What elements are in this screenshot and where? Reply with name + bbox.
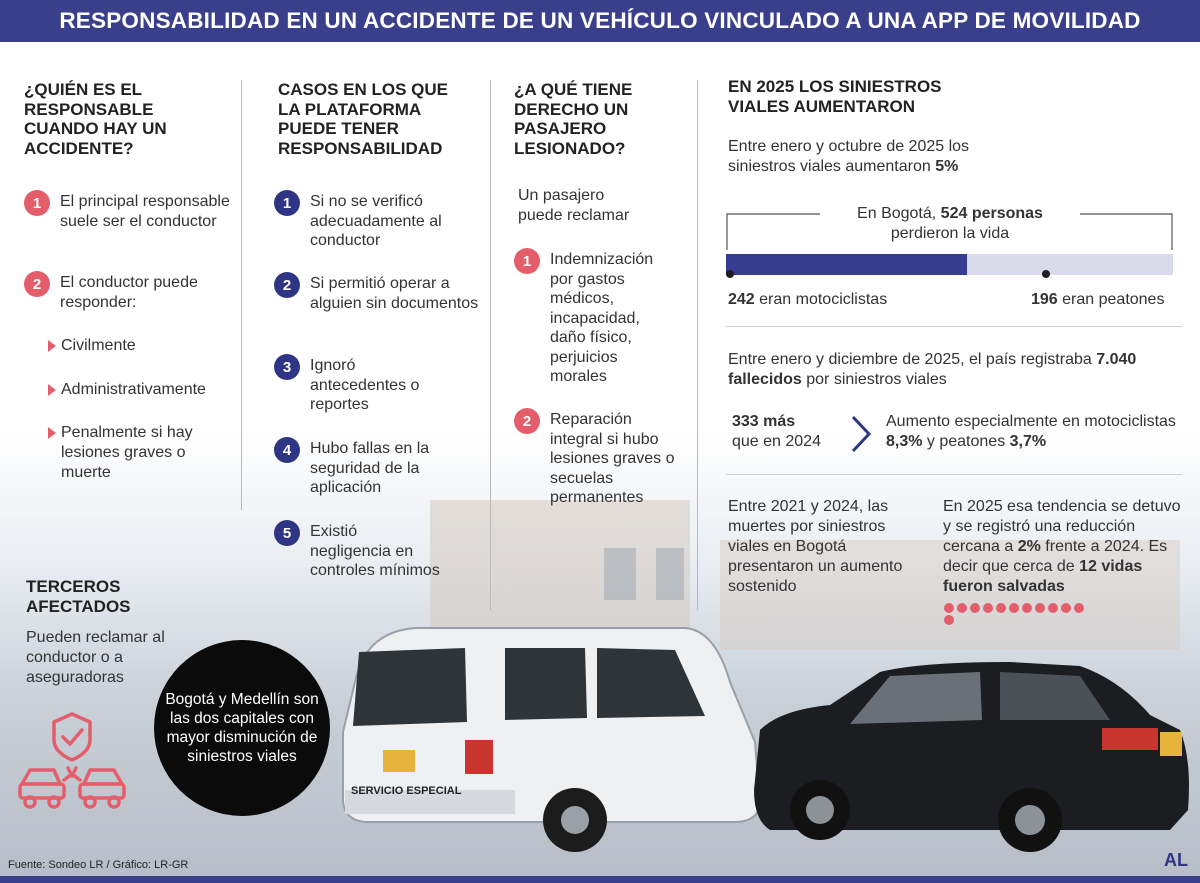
increase-count: [732, 412, 842, 452]
car-illustration: [750, 660, 1195, 860]
footer-bar: [0, 876, 1200, 883]
source-credit: Fuente: Sondeo LR / Gráfico: LR-GR: [8, 859, 189, 871]
list-item: [24, 273, 234, 312]
increase-text: y peatones: [922, 433, 1010, 450]
number-badge: 1: [274, 190, 300, 216]
list-item-text: El conductor puede responder:: [60, 274, 198, 311]
pedestrian-number: 196: [1031, 291, 1058, 308]
life-dot: [1061, 603, 1071, 613]
trend-right-text: [943, 497, 1183, 597]
deaths-bar: [726, 254, 1173, 275]
building-window: [604, 548, 636, 600]
motorcyclist-number: 242: [728, 291, 755, 308]
increase-detail: [886, 412, 1186, 452]
bogota-text: perdieron la vida: [890, 225, 1010, 242]
section-heading-third-parties: TERCEROS AFECTADOS: [26, 577, 131, 616]
increase-number: 333 más: [732, 413, 796, 430]
stats-text: por siniestros viales: [801, 371, 947, 388]
trend-text: frente a 2024. Es decir que cerca de: [943, 538, 1168, 575]
bullet-text: Penalmente si hay lesiones graves o muerte: [61, 424, 193, 481]
number-badge: 1: [514, 248, 540, 274]
passenger-intro: Un pasajero puede reclamar: [518, 187, 630, 224]
logo: AL: [1164, 850, 1188, 870]
triangle-bullet-icon: [48, 340, 56, 352]
list-item: [514, 410, 686, 508]
trend-highlight: 2%: [1017, 538, 1041, 555]
stats-text: Entre enero y diciembre de 2025, el país registraba: [728, 351, 1097, 368]
life-dot: [1035, 603, 1045, 613]
life-dot: [996, 603, 1006, 613]
highlight-circle-text: Bogotá y Medellín son las dos capitales con mayor disminución de siniestros viales: [165, 691, 319, 765]
number-badge: 2: [24, 271, 50, 297]
number-badge: 4: [274, 437, 300, 463]
motorcyclist-bar-fill: [726, 254, 967, 275]
motorcyclist-count: [728, 290, 928, 310]
bullet-item: [48, 423, 218, 483]
life-dot: [944, 603, 954, 613]
stats-highlight: 5%: [935, 158, 959, 175]
list-item-text: Hubo fallas en la seguridad de la aplicación: [310, 440, 430, 496]
number-badge: 3: [274, 354, 300, 380]
section-divider: [726, 474, 1182, 475]
bullet-item: [48, 380, 238, 400]
increase-label: que en 2024: [732, 433, 821, 450]
column-divider: [697, 80, 698, 610]
list-item: [274, 522, 479, 581]
section-divider: [726, 326, 1182, 327]
section-heading-passenger: ¿A QUÉ TIENE DERECHO UN PASAJERO LESIONADO?: [514, 80, 633, 158]
life-dot: [944, 615, 954, 625]
life-dot: [970, 603, 980, 613]
life-dot: [1048, 603, 1058, 613]
van-illustration: [335, 622, 775, 854]
life-dot: [983, 603, 993, 613]
bullet-text: Administrativamente: [61, 381, 206, 398]
lives-saved-dots: [944, 603, 1094, 625]
highlight-circle: [154, 640, 330, 816]
triangle-bullet-icon: [48, 384, 56, 396]
list-item: [274, 439, 479, 498]
list-item-text: Existió negligencia en controles mínimos: [310, 523, 440, 579]
car-crash-icon: [16, 710, 128, 814]
stats-text: Entre enero y octubre de 2025 los siniestros viales aumentaron: [728, 138, 970, 175]
list-item-text: Ignoró antecedentes o reportes: [310, 357, 420, 413]
life-dot: [1009, 603, 1019, 613]
section-heading-responsible: ¿QUIÉN ES EL RESPONSABLE CUANDO HAY UN ACCIDENTE?: [24, 80, 167, 158]
increase-text: Aumento especialmente en motociclistas: [886, 413, 1176, 430]
stats-highlight: 7.040 fallecidos: [728, 351, 1137, 388]
van-label: SERVICIO ESPECIAL: [351, 785, 462, 797]
bar-marker-dot: [1042, 270, 1050, 278]
trend-highlight: 12 vidas fueron salvadas: [943, 558, 1143, 595]
trend-text: En 2025 esa tendencia se detuvo y se registró una reducción cercana a: [943, 498, 1181, 555]
stats-paragraph-2: [728, 350, 1148, 390]
triangle-bullet-icon: [48, 427, 56, 439]
list-item: [24, 192, 234, 231]
list-item-text: Reparación integral si hubo lesiones graves o secuelas permanentes: [550, 411, 675, 506]
page-title: RESPONSABILIDAD EN UN ACCIDENTE DE UN VEHÍCULO VINCULADO A UNA APP DE MOVILIDAD: [0, 0, 1200, 42]
column-divider: [490, 80, 491, 610]
column-divider: [241, 80, 242, 510]
list-item: [514, 250, 686, 387]
list-item: [274, 356, 479, 415]
life-dot: [957, 603, 967, 613]
trend-left-text: Entre 2021 y 2024, las muertes por siniestros viales en Bogotá presentaron un aumento sostenido: [728, 498, 903, 595]
list-item-text: Si no se verificó adecuadamente al conductor: [310, 193, 442, 249]
section-heading-platform: CASOS EN LOS QUE LA PLATAFORMA PUEDE TENER RESPONSABILIDAD: [278, 80, 449, 158]
life-dot: [1074, 603, 1084, 613]
stats-paragraph-1: [728, 137, 998, 177]
list-item-text: El principal responsable suele ser el conductor: [60, 193, 230, 230]
list-item: [274, 192, 479, 251]
third-parties-text: Pueden reclamar al conductor o a aseguradoras: [26, 629, 165, 686]
bogota-text: En Bogotá,: [857, 205, 941, 222]
number-badge: 5: [274, 520, 300, 546]
life-dot: [1022, 603, 1032, 613]
pedestrian-label: eran peatones: [1057, 291, 1165, 308]
increase-highlight: 3,7%: [1009, 433, 1047, 450]
bogota-deaths-label: [820, 204, 1080, 244]
bar-marker-dot: [726, 270, 734, 278]
section-heading-stats: EN 2025 LOS SINIESTROS VIALES AUMENTARON: [728, 77, 942, 116]
bogota-highlight: 524 personas: [940, 205, 1043, 222]
bullet-text: Civilmente: [61, 337, 136, 354]
building-window: [656, 548, 684, 600]
increase-highlight: 8,3%: [886, 433, 923, 450]
number-badge: 1: [24, 190, 50, 216]
list-item-text: Si permitió operar a alguien sin documentos: [310, 275, 479, 312]
motorcyclist-label: eran motociclistas: [754, 291, 888, 308]
list-item-text: Indemnización por gastos médicos, incapacidad, daño físico, perjuicios morales: [550, 251, 654, 385]
list-item: [274, 274, 479, 313]
number-badge: 2: [274, 272, 300, 298]
number-badge: 2: [514, 408, 540, 434]
pedestrian-count: [1031, 290, 1191, 310]
bullet-item: [48, 336, 228, 356]
chevron-right-icon: [850, 414, 872, 454]
